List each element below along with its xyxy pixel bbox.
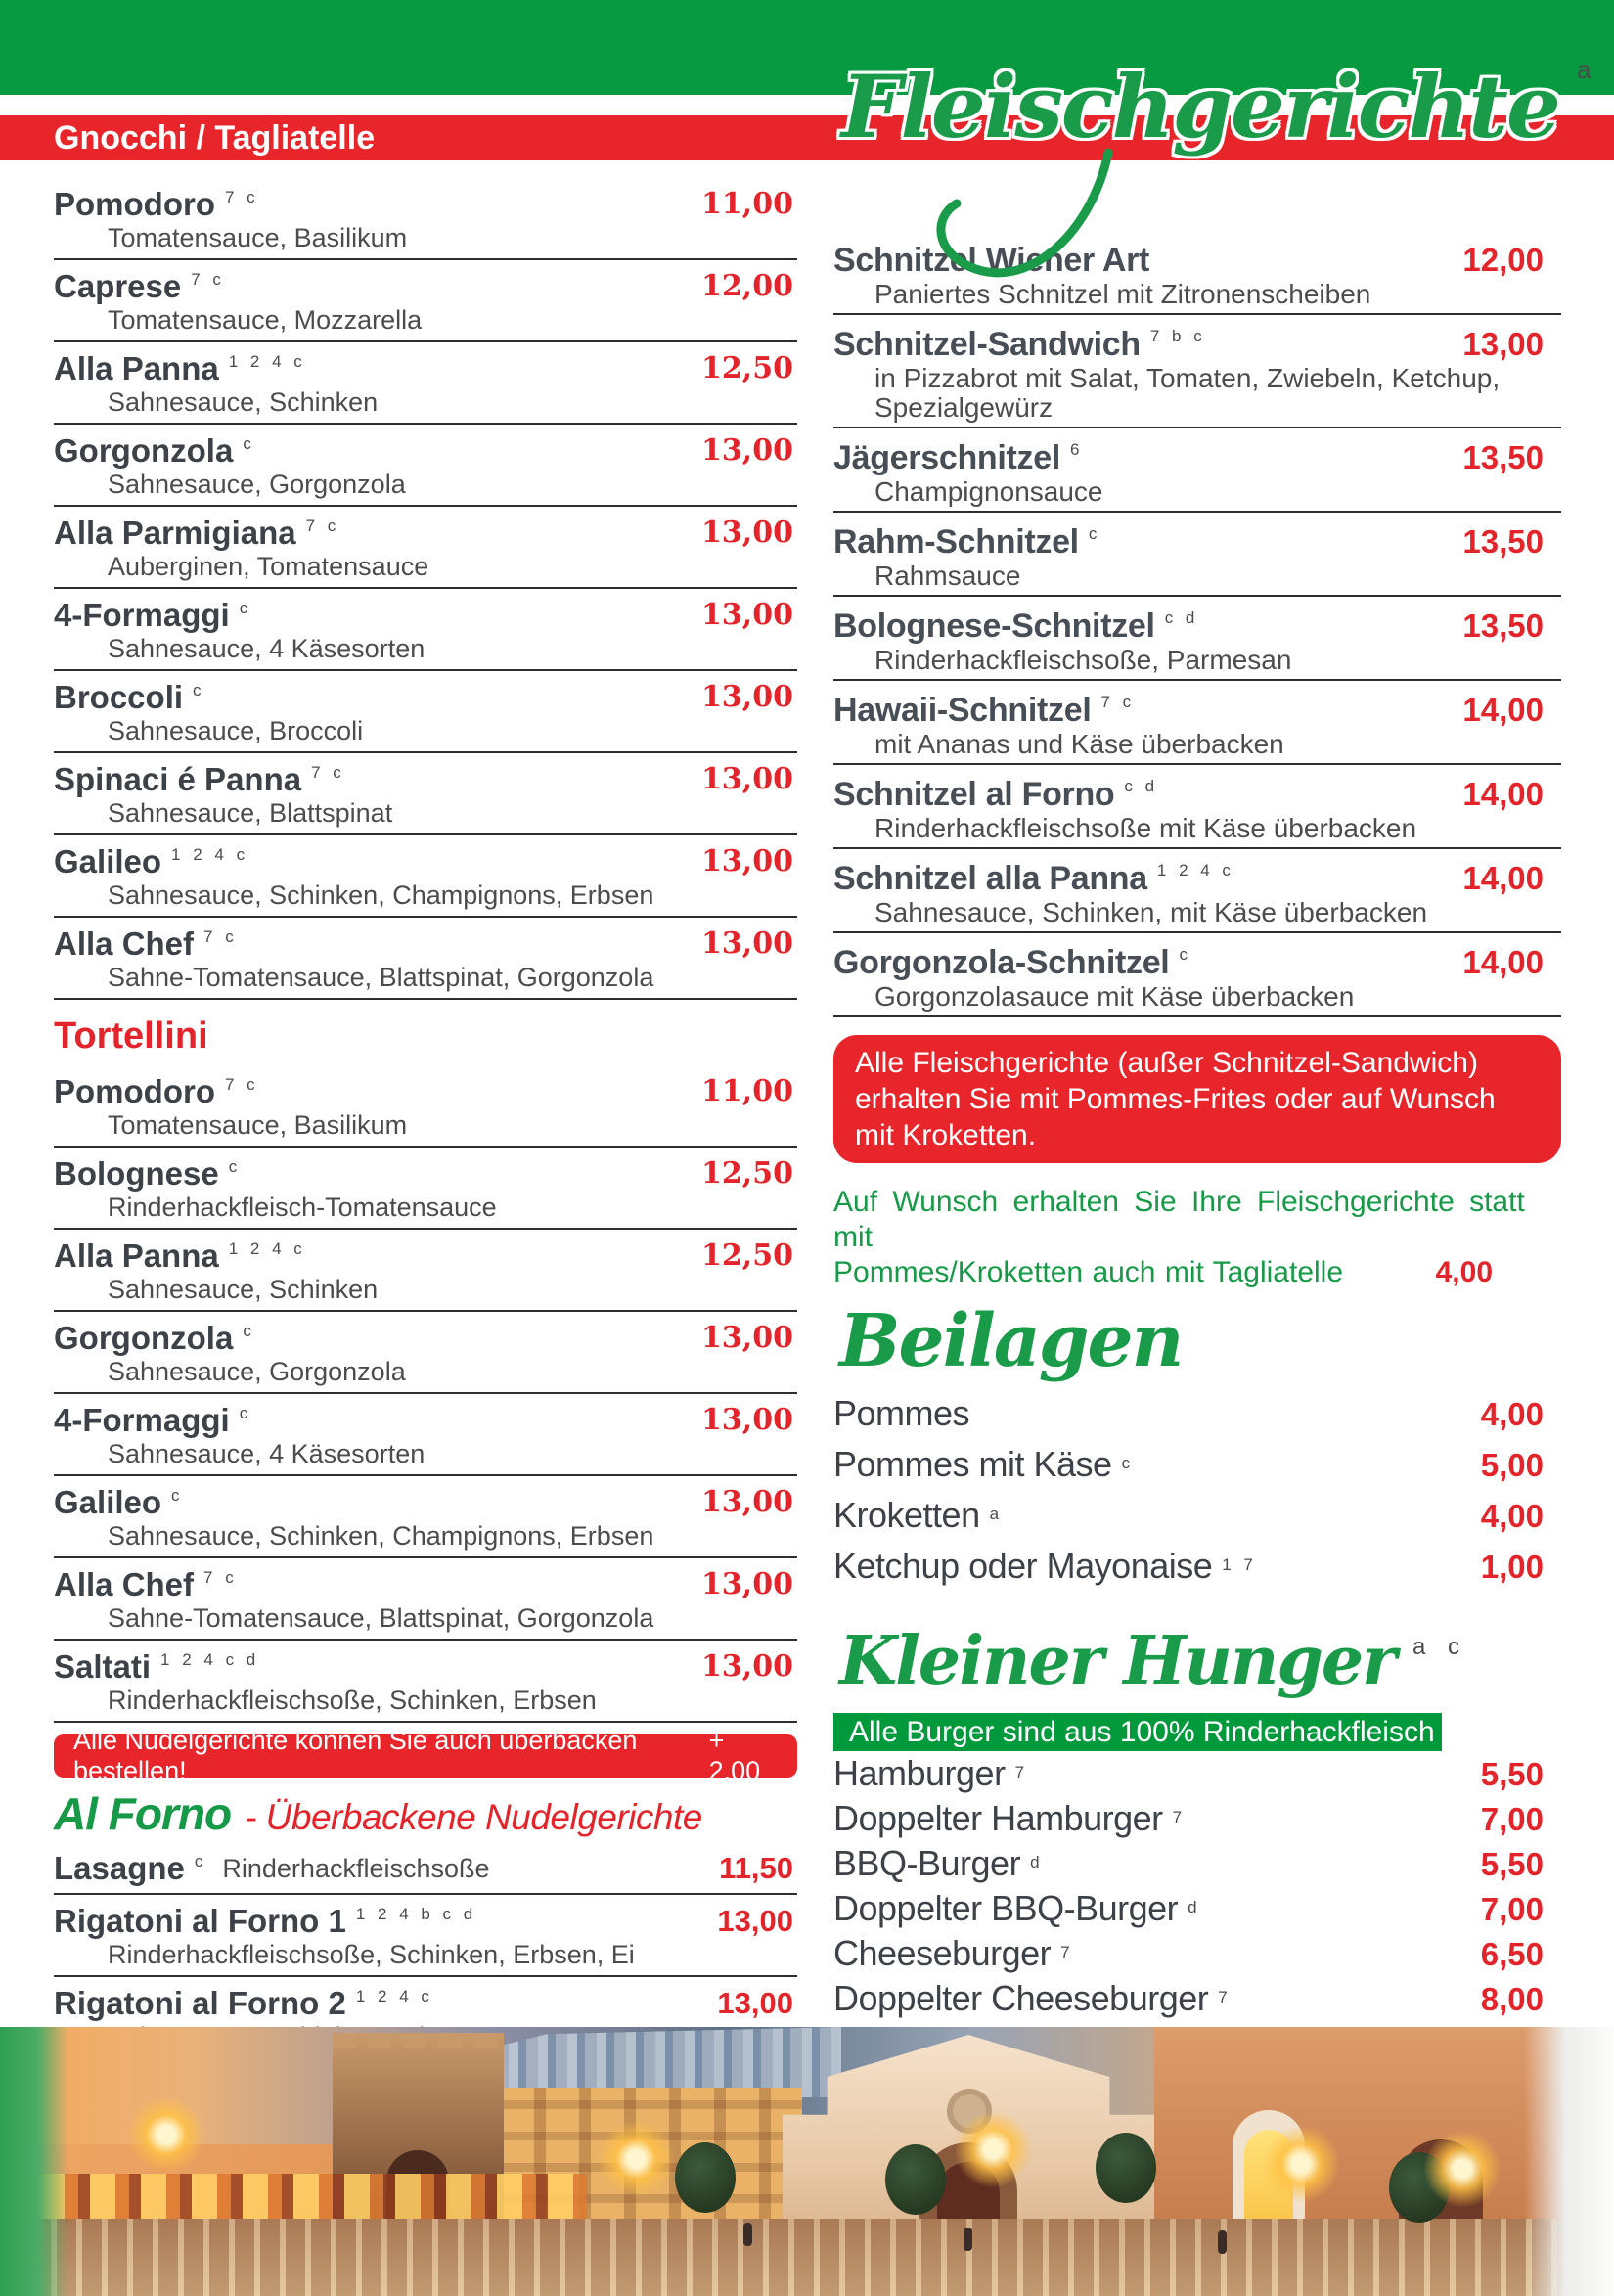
allergen-marks: 6 <box>1070 440 1084 459</box>
item-description: Champignonsauce <box>874 476 1103 507</box>
item-name: Rahm-Schnitzel <box>833 523 1079 561</box>
item-name: Galileo <box>54 843 162 879</box>
nudelgerichte-note-banner: Alle Nudelgerichte können Sie auch überbacken bestellen! + 2,00 <box>54 1734 797 1778</box>
item-price: 8,00 <box>1480 1981 1544 2017</box>
allergen-marks: c <box>1088 524 1101 543</box>
menu-item-row <box>54 835 797 918</box>
item-name: Alla Chef <box>54 925 195 962</box>
photo-white-edge <box>1524 2027 1614 2296</box>
item-description: Tomatensauce, Mozzarella <box>108 305 423 335</box>
allergen-marks: 7 <box>1060 1943 1074 1961</box>
section-title-beilagen: Beilagen <box>839 1299 1183 1383</box>
allergen-marks: 7 c <box>224 188 259 206</box>
item-name: Gorgonzola <box>54 1320 234 1356</box>
script-swash-icon <box>918 147 1123 313</box>
note-extra-price: + 2,00 <box>708 1726 761 1785</box>
item-name: Rigatoni al Forno 2 <box>54 1985 346 2021</box>
section-beilagen <box>833 1388 1561 1592</box>
item-price: 11,00 <box>701 187 793 221</box>
menu-item-row <box>833 1931 1561 1976</box>
item-price: 11,00 <box>701 1074 793 1108</box>
menu-item-row <box>54 1895 797 1977</box>
item-price: 13,00 <box>701 926 793 961</box>
photo-street-lamp <box>954 2110 1032 2188</box>
allergen-marks: a c <box>1412 1634 1468 1660</box>
item-price: 7,00 <box>1480 1891 1544 1927</box>
item-name: Gorgonzola <box>54 432 234 469</box>
allergen-marks: d <box>1030 1853 1044 1871</box>
item-description: mit Ananas und Käse überbacken <box>874 729 1284 759</box>
item-name: Gorgonzola-Schnitzel <box>833 944 1170 981</box>
item-description: Sahnesauce, 4 Käsesorten <box>108 634 426 663</box>
allergen-marks: c <box>243 434 255 453</box>
photo-pedestrian <box>743 2223 752 2246</box>
menu-item-row <box>833 428 1561 513</box>
item-name: Pomodoro <box>54 1073 215 1109</box>
item-price: 14,00 <box>1462 860 1544 896</box>
allergen-marks: c <box>171 1486 184 1505</box>
menu-item-row <box>833 681 1561 765</box>
menu-item-row <box>54 178 797 260</box>
menu-item-row <box>54 342 797 425</box>
item-name: 4-Formaggi <box>54 597 230 633</box>
section-fleischgerichte <box>833 231 1561 1017</box>
item-price: 13,00 <box>1462 326 1544 362</box>
section-title-gnocchi: Gnocchi / Tagliatelle <box>54 119 376 157</box>
photo-cafe-lights <box>39 2174 587 2225</box>
item-description: Sahnesauce, 4 Käsesorten <box>108 1439 426 1468</box>
item-price: 14,00 <box>1462 692 1544 728</box>
menu-item-row <box>54 1842 797 1895</box>
menu-item-row <box>54 507 797 589</box>
item-name: Pommes mit Käse <box>833 1444 1112 1484</box>
allergen-marks: c <box>194 1852 207 1870</box>
photo-pedestrian <box>1218 2230 1227 2254</box>
item-name: Bolognese-Schnitzel <box>833 608 1155 645</box>
item-price: 11,50 <box>719 1851 793 1885</box>
menu-item-row <box>54 1230 797 1312</box>
item-price: 5,00 <box>1480 1447 1544 1483</box>
item-description: Sahnesauce, Gorgonzola <box>108 470 406 499</box>
item-description: Sahnesauce, Broccoli <box>108 716 364 745</box>
item-description: Rinderhackfleischsoße, Parmesan <box>874 645 1292 675</box>
item-description: Sahne-Tomatensauce, Blattspinat, Gorgonzola <box>108 963 654 992</box>
allergen-marks: 7 c <box>224 1075 259 1094</box>
item-name: Doppelter BBQ-Burger <box>833 1888 1179 1928</box>
item-name: Schnitzel Wiener Art <box>833 242 1150 279</box>
item-price: 13,00 <box>701 1321 793 1355</box>
allergen-marks: 7 b c <box>1149 327 1206 345</box>
footer-photo <box>0 2027 1614 2296</box>
menu-item-row <box>54 671 797 753</box>
item-description: Paniertes Schnitzel mit Zitronenscheiben <box>874 279 1371 309</box>
allergen-marks: 7 <box>1218 1988 1232 2006</box>
item-price: 5,50 <box>1480 1756 1544 1792</box>
item-name: Bolognese <box>54 1155 219 1192</box>
menu-item-row <box>54 1065 797 1148</box>
allergen-marks: 7 c <box>191 270 225 289</box>
item-name: Hamburger <box>833 1753 1006 1793</box>
item-description: Sahnesauce, Schinken <box>108 387 379 417</box>
allergen-marks: c <box>1179 945 1191 964</box>
item-price: 12,50 <box>701 1156 793 1191</box>
item-price: 7,00 <box>1480 1801 1544 1837</box>
item-name: BBQ-Burger <box>833 1843 1021 1883</box>
allergen-marks: c <box>1121 1454 1135 1472</box>
tagliatelle-note-line2: Pommes/Kroketten auch mit Tagliatelle <box>833 1256 1344 1288</box>
item-name: 4-Formaggi <box>54 1402 230 1438</box>
allergen-marks: d <box>1188 1898 1201 1916</box>
item-name: Galileo <box>54 1484 162 1520</box>
section-title-tortellini: Tortellini <box>54 1015 208 1057</box>
allergen-marks: c <box>239 599 252 617</box>
item-price: 13,50 <box>1462 608 1544 644</box>
item-name: Kroketten <box>833 1495 980 1535</box>
item-name: Lasagne <box>54 1850 185 1886</box>
menu-item-row <box>54 1312 797 1394</box>
item-description: Sahnesauce, Schinken, Champignons, Erbsen <box>108 1521 654 1551</box>
allergen-marks: 1 2 4 b c d <box>355 1905 477 1923</box>
menu-item-row <box>833 1796 1561 1841</box>
allergen-marks: 7 c <box>203 1568 238 1587</box>
tagliatelle-note-price: 4,00 <box>1435 1256 1493 1288</box>
allergen-marks: 1 2 4 c <box>1156 861 1234 879</box>
item-description: Sahnesauce, Schinken <box>108 1275 379 1304</box>
item-price: 12,50 <box>701 351 793 385</box>
photo-street-lamp <box>127 2095 205 2174</box>
section-title-al-forno: Al Forno <box>54 1788 232 1839</box>
allergen-marks: 7 <box>1172 1808 1187 1826</box>
item-price: 13,00 <box>717 1904 793 1938</box>
menu-item-row <box>833 513 1561 597</box>
item-description: Rinderhackfleischsoße, Schinken, Erbsen <box>108 1686 597 1715</box>
allergen-marks: 7 c <box>1100 693 1136 711</box>
item-price: 12,00 <box>1462 242 1544 278</box>
item-description: Auberginen, Tomatensauce <box>108 552 429 581</box>
allergen-marks: c <box>228 1157 242 1176</box>
item-description: Gorgonzolasauce mit Käse überbacken <box>874 981 1355 1012</box>
item-name: Doppelter Hamburger <box>833 1798 1163 1838</box>
item-price: 13,00 <box>701 1567 793 1601</box>
al-forno-heading <box>54 1787 797 1840</box>
section-title-fleischgerichte: Fleischgerichte $^a$ <box>841 55 1597 158</box>
item-name: Schnitzel-Sandwich <box>833 326 1141 363</box>
item-price: 13,00 <box>701 762 793 796</box>
allergen-marks: 7 <box>1014 1763 1029 1781</box>
item-name: Rigatoni al Forno 1 <box>54 1903 346 1939</box>
item-price: 13,00 <box>701 680 793 714</box>
item-name: Caprese <box>54 268 182 304</box>
al-forno-subtitle: - Überbackene Nudelgerichte <box>245 1797 702 1837</box>
item-name: Alla Panna <box>54 350 219 386</box>
burger-note-banner: Alle Burger sind aus 100% Rinderhackfleisch <box>833 1713 1442 1751</box>
menu-item-row <box>833 1439 1561 1490</box>
item-price: 13,00 <box>701 1485 793 1519</box>
allergen-marks: 1 2 4 c <box>228 1239 306 1258</box>
section-gnocchi-tagliatelle <box>54 178 797 1000</box>
item-name: Alla Panna <box>54 1238 219 1274</box>
item-price: 13,00 <box>701 433 793 468</box>
item-price: 12,00 <box>701 269 793 303</box>
menu-item-row <box>833 849 1561 933</box>
right-column <box>833 231 1561 2137</box>
menu-item-row <box>833 1886 1561 1931</box>
menu-item-row <box>833 933 1561 1017</box>
item-price: 4,00 <box>1480 1498 1544 1534</box>
tagliatelle-note-line1: Auf Wunsch erhalten Sie Ihre Fleischgerichte statt mit <box>833 1186 1525 1253</box>
item-name: Schnitzel al Forno <box>833 776 1115 813</box>
item-description-inline: Rinderhackfleischsoße <box>222 1854 490 1883</box>
item-description: Sahne-Tomatensauce, Blattspinat, Gorgonzola <box>108 1603 654 1633</box>
menu-item-row <box>833 765 1561 849</box>
photo-pavement-reflections <box>0 2219 1614 2296</box>
menu-item-row <box>54 753 797 835</box>
menu-item-row <box>54 260 797 342</box>
item-price: 13,00 <box>701 1403 793 1437</box>
item-price: 13,00 <box>701 844 793 878</box>
item-description: Tomatensauce, Basilikum <box>108 223 408 252</box>
item-description: Rinderhackfleischsoße, Schinken, Erbsen, Ei <box>108 1940 635 1969</box>
menu-item-row <box>833 1388 1561 1439</box>
fleischgerichte-note-banner: Alle Fleischgerichte (außer Schnitzel-Sandwich) erhalten Sie mit Pommes-Frites oder auf Wunsch mit Kroketten. <box>833 1035 1561 1163</box>
item-price: 5,50 <box>1480 1846 1544 1882</box>
item-name: Jägerschnitzel <box>833 439 1061 476</box>
photo-pedestrian <box>964 2228 972 2251</box>
menu-item-row <box>54 1394 797 1476</box>
menu-item-row <box>833 1841 1561 1886</box>
item-description: Sahnesauce, Blattspinat <box>108 798 393 828</box>
allergen-marks: 1 2 4 c <box>228 352 306 371</box>
allergen-marks: 1 7 <box>1222 1555 1257 1574</box>
allergen-marks: c <box>243 1322 255 1340</box>
item-description: Tomatensauce, Basilikum <box>108 1110 408 1140</box>
photo-tree <box>885 2144 946 2215</box>
allergen-marks: 7 c <box>311 763 345 782</box>
section-al-forno <box>54 1842 797 2057</box>
allergen-marks: c d <box>1164 608 1199 627</box>
item-name: Ketchup oder Mayonaise <box>833 1546 1213 1586</box>
item-name: Alla Chef <box>54 1566 195 1602</box>
allergen-marks: a <box>1576 55 1597 84</box>
menu-item-row <box>54 1641 797 1723</box>
item-price: 14,00 <box>1462 944 1544 980</box>
item-name: Alla Parmigiana <box>54 515 296 551</box>
menu-item-row <box>833 1976 1561 2021</box>
allergen-marks: 1 2 4 c <box>355 1987 433 2005</box>
photo-tree <box>1096 2133 1156 2203</box>
item-price: 13,00 <box>701 598 793 632</box>
photo-street-lamp <box>1423 2130 1502 2208</box>
item-description: Rahmsauce <box>874 561 1021 591</box>
photo-green-edge <box>0 2027 68 2296</box>
item-name: Pomodoro <box>54 186 215 222</box>
item-description: in Pizzabrot mit Salat, Tomaten, Zwiebeln, Ketchup, Spezialgewürz <box>874 363 1501 423</box>
section-tortellini <box>54 1065 797 1723</box>
menu-item-row <box>54 918 797 1000</box>
photo-tree <box>675 2142 736 2213</box>
left-column <box>54 178 797 2057</box>
item-price: 13,50 <box>1462 523 1544 560</box>
allergen-marks: 1 2 4 c d <box>160 1650 260 1669</box>
item-name: Cheeseburger <box>833 1933 1052 1973</box>
menu-item-row <box>54 1148 797 1230</box>
item-price: 13,00 <box>701 1649 793 1684</box>
menu-item-row <box>833 597 1561 681</box>
menu-item-row <box>54 1558 797 1641</box>
allergen-marks: 7 c <box>203 927 238 946</box>
menu-item-row <box>54 1476 797 1558</box>
item-price: 13,00 <box>717 1986 793 2020</box>
allergen-marks: c <box>193 681 205 699</box>
item-name: Schnitzel alla Panna <box>833 860 1147 897</box>
tagliatelle-note <box>833 1185 1561 1290</box>
item-price: 12,50 <box>701 1238 793 1273</box>
item-price: 14,00 <box>1462 776 1544 812</box>
item-name: Doppelter Cheeseburger <box>833 1978 1209 2018</box>
menu-item-row <box>54 425 797 507</box>
item-price: 1,00 <box>1480 1549 1544 1585</box>
allergen-marks: 1 2 4 c <box>171 845 249 864</box>
item-description: Rinderhackfleisch-Tomatensauce <box>108 1193 497 1222</box>
allergen-marks: a <box>989 1505 1004 1523</box>
item-name: Hawaii-Schnitzel <box>833 692 1092 729</box>
allergen-marks: 7 c <box>305 517 340 535</box>
menu-item-row <box>833 1490 1561 1541</box>
item-description: Sahnesauce, Schinken, mit Käse überbacken <box>874 897 1428 927</box>
item-description: Sahnesauce, Schinken, Champignons, Erbsen <box>108 880 654 910</box>
item-price: 13,50 <box>1462 439 1544 475</box>
menu-item-row <box>833 1751 1561 1796</box>
allergen-marks: c d <box>1124 777 1159 795</box>
item-price: 13,00 <box>701 516 793 550</box>
item-description: Sahnesauce, Gorgonzola <box>108 1357 406 1386</box>
item-name: Saltati <box>54 1648 152 1685</box>
item-description: Rinderhackfleischsoße mit Käse überbacken <box>874 813 1417 843</box>
menu-item-row <box>54 589 797 671</box>
menu-item-row <box>833 315 1561 428</box>
item-price: 6,50 <box>1480 1936 1544 1972</box>
photo-street-lamp <box>1262 2125 1340 2203</box>
allergen-marks: c <box>239 1404 252 1422</box>
menu-item-row <box>833 1541 1561 1592</box>
item-price: 4,00 <box>1480 1396 1544 1432</box>
item-name: Spinaci é Panna <box>54 761 302 797</box>
section-title-kleiner-hunger: Kleiner Hunger $^{a c}$ <box>839 1622 1468 1700</box>
item-name: Broccoli <box>54 679 184 715</box>
photo-street-lamp <box>597 2120 675 2198</box>
item-name: Pommes <box>833 1393 970 1433</box>
